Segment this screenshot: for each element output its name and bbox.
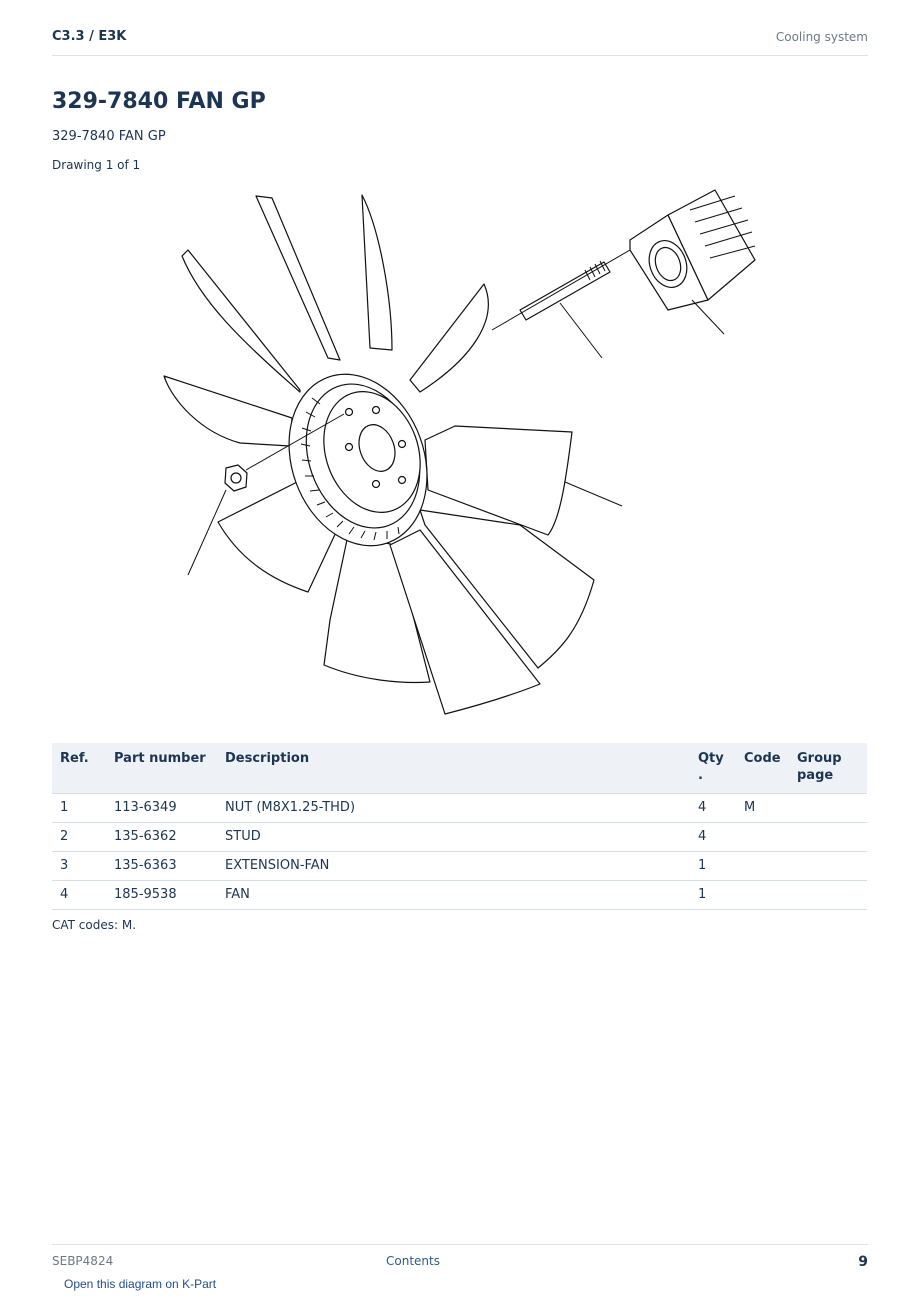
- cell-part-number: 185-9538: [106, 881, 217, 910]
- cell-group-page: [789, 852, 867, 881]
- cell-part-number: 135-6362: [106, 823, 217, 852]
- cell-qty: 4: [690, 823, 736, 852]
- cell-group-page: [789, 794, 867, 823]
- cell-code: [736, 823, 789, 852]
- page-subtitle: 329-7840 FAN GP: [52, 129, 166, 144]
- stud: [520, 262, 610, 320]
- cell-part-number: 113-6349: [106, 794, 217, 823]
- fan-blade: [164, 376, 292, 446]
- table-row: [52, 823, 867, 852]
- table-row: [52, 794, 867, 823]
- cell-description: FAN: [217, 881, 690, 910]
- open-kpart-link[interactable]: Open this diagram on K-Part: [64, 1277, 217, 1291]
- table-header-row: [52, 743, 867, 794]
- column-header-code: Code: [736, 743, 789, 794]
- cell-code: [736, 881, 789, 910]
- cell-qty: 1: [690, 852, 736, 881]
- page-footer: [52, 1244, 868, 1275]
- cell-ref: 3: [52, 852, 106, 881]
- document-id: SEBP4824: [52, 1254, 114, 1268]
- section-label: Cooling system: [775, 30, 868, 44]
- qty-header-line1: Qty: [698, 751, 724, 766]
- fan-blade: [256, 196, 340, 360]
- cell-ref: 4: [52, 881, 106, 910]
- qty-header-line2: .: [698, 768, 703, 783]
- drawing-label: Drawing 1 of 1: [52, 158, 141, 172]
- group-page-header-line1: Group: [797, 751, 842, 766]
- cell-qty: 1: [690, 881, 736, 910]
- column-header-ref: Ref.: [52, 743, 106, 794]
- cell-code: M: [736, 794, 789, 823]
- column-header-description: Description: [217, 743, 690, 794]
- fan-blade: [362, 195, 392, 350]
- model-label: C3.3 / E3K: [52, 29, 127, 44]
- fan-exploded-diagram: [150, 185, 770, 725]
- cell-qty: 4: [690, 794, 736, 823]
- table-row: [52, 852, 867, 881]
- column-header-group-page: [789, 743, 867, 794]
- page-number: 9: [858, 1254, 868, 1270]
- cell-code: [736, 852, 789, 881]
- cell-part-number: 135-6363: [106, 852, 217, 881]
- parts-table: [52, 743, 867, 910]
- page-header: [52, 28, 868, 56]
- column-header-part-number: Part number: [106, 743, 217, 794]
- cell-description: STUD: [217, 823, 690, 852]
- page-title: 329-7840 FAN GP: [52, 89, 266, 114]
- cell-description: NUT (M8X1.25-THD): [217, 794, 690, 823]
- table-row: [52, 881, 867, 910]
- column-header-qty: [690, 743, 736, 794]
- cell-ref: 2: [52, 823, 106, 852]
- cell-group-page: [789, 823, 867, 852]
- cell-ref: 1: [52, 794, 106, 823]
- group-page-header-line2: page: [797, 768, 834, 783]
- cell-description: EXTENSION-FAN: [217, 852, 690, 881]
- cell-group-page: [789, 881, 867, 910]
- fan-blade: [410, 284, 488, 392]
- fan-blade: [182, 250, 300, 392]
- cat-codes-note: CAT codes: M.: [52, 918, 137, 932]
- contents-link[interactable]: Contents: [386, 1254, 440, 1268]
